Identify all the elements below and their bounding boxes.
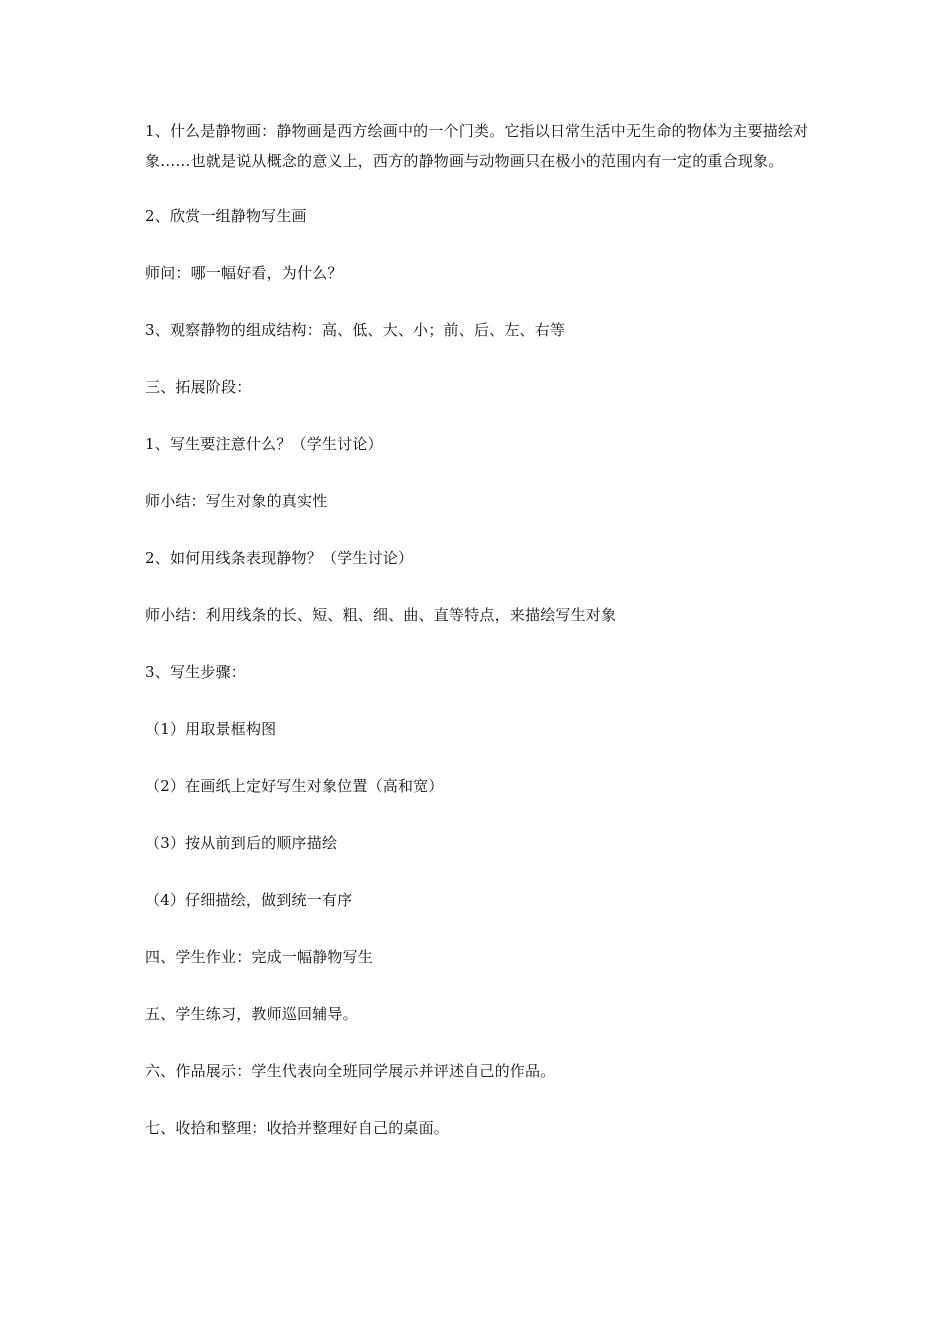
heading-practice: 五、学生练习，教师巡回辅导。 <box>145 1005 358 1023</box>
heading-extension-stage: 三、拓展阶段： <box>145 378 252 396</box>
step-4-detail: （4）仔细描绘，做到统一有序 <box>145 891 353 909</box>
step-3-order: （3）按从前到后的顺序描绘 <box>145 834 338 852</box>
paragraph-sketch-attention: 1、写生要注意什么？（学生讨论） <box>145 435 383 453</box>
heading-sketch-steps: 3、写生步骤： <box>145 663 246 681</box>
step-2-position: （2）在画纸上定好写生对象位置（高和宽） <box>145 777 444 795</box>
heading-cleanup: 七、收拾和整理：收拾并整理好自己的桌面。 <box>145 1119 450 1137</box>
paragraph-observe-structure: 3、观察静物的组成结构：高、低、大、小；前、后、左、右等 <box>145 321 566 339</box>
paragraph-summary-lines: 师小结：利用线条的长、短、粗、细、曲、直等特点，来描绘写生对象 <box>145 606 617 624</box>
step-1-viewfinder: （1）用取景框构图 <box>145 720 277 738</box>
paragraph-line-expression: 2、如何用线条表现静物？（学生讨论） <box>145 549 414 567</box>
paragraph-appreciate-paintings: 2、欣赏一组静物写生画 <box>145 207 307 225</box>
paragraph-still-life-definition: 1、什么是静物画：静物画是西方绘画中的一个门类。它指以日常生活中无生命的物体为主要描绘对象……也就是说从概念的意义上，西方的静物画与动物画只在极小的范围内有一定的重合现象。 <box>145 122 809 170</box>
paragraph-teacher-question: 师问：哪一幅好看，为什么？ <box>145 264 343 282</box>
paragraph-summary-authenticity: 师小结：写生对象的真实性 <box>145 492 328 510</box>
document-body <box>145 116 810 1171</box>
heading-exhibition: 六、作品展示：学生代表向全班同学展示并评述自己的作品。 <box>145 1062 556 1080</box>
heading-homework: 四、学生作业：完成一幅静物写生 <box>145 948 374 966</box>
